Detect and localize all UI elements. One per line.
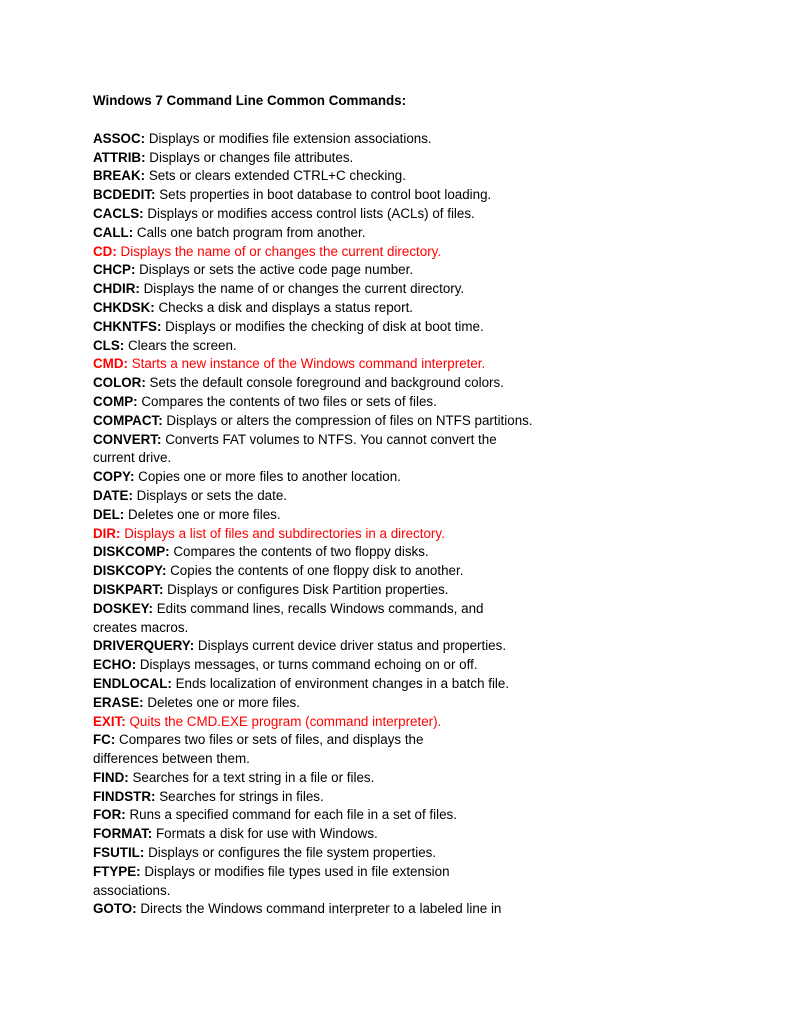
command-name: DRIVERQUERY: [93, 638, 195, 654]
command-description: Edits command lines, recalls Windows commands, and [156, 600, 484, 616]
command-entry [93, 900, 773, 919]
command-entry [93, 487, 773, 506]
command-name: BREAK: [93, 168, 146, 184]
command-entry [93, 355, 773, 374]
command-entry [93, 149, 773, 168]
command-entry [93, 637, 773, 656]
command-description: Copies one or more files to another location. [138, 469, 401, 485]
command-entry-line [93, 205, 773, 224]
command-name: ECHO: [93, 657, 137, 673]
command-name: DISKPART: [93, 581, 164, 597]
command-entry-line [93, 750, 773, 769]
command-entry-line [93, 280, 773, 299]
command-entry [93, 731, 773, 769]
command-name: FORMAT: [93, 826, 153, 842]
command-entry [93, 393, 773, 412]
command-entry [93, 130, 773, 149]
command-list [93, 130, 773, 919]
command-description: Converts FAT volumes to NTFS. You cannot convert the [165, 431, 497, 447]
command-description: Displays the name of or changes the current directory. [120, 243, 442, 259]
command-entry-line [93, 900, 773, 919]
command-entry [93, 863, 773, 901]
command-name: CMD: [93, 356, 128, 372]
document-page [93, 92, 773, 919]
command-entry [93, 337, 773, 356]
command-description: Sets the default console foreground and background colors. [149, 375, 504, 391]
command-entry [93, 656, 773, 675]
command-entry-line [93, 468, 773, 487]
command-entry-line [93, 337, 773, 356]
command-name: BCDEDIT: [93, 187, 156, 203]
command-name: COMPACT: [93, 412, 163, 428]
command-description: Directs the Windows command interpreter to a labeled line in [140, 901, 502, 917]
command-description: associations. [93, 882, 171, 898]
command-description: Clears the screen. [127, 337, 237, 353]
command-name: DATE: [93, 487, 133, 503]
command-description: Runs a specified command for each file in a set of files. [129, 807, 457, 823]
command-entry-line [93, 374, 773, 393]
command-entry-line [93, 731, 773, 750]
command-entry-line [93, 882, 773, 901]
command-name: FINDSTR: [93, 788, 156, 804]
command-description: Deletes one or more files. [127, 506, 281, 522]
command-name: ATTRIB: [93, 149, 146, 165]
command-entry [93, 224, 773, 243]
command-entry-line [93, 261, 773, 280]
command-name: CD: [93, 243, 117, 259]
command-name: ASSOC: [93, 130, 146, 146]
command-entry [93, 261, 773, 280]
command-entry [93, 600, 773, 638]
command-entry-line [93, 637, 773, 656]
command-entry [93, 769, 773, 788]
command-description: Displays or modifies file extension associations. [148, 130, 432, 146]
command-entry [93, 788, 773, 807]
command-name: CHKNTFS: [93, 318, 162, 334]
command-entry-line [93, 581, 773, 600]
command-name: FOR: [93, 807, 126, 823]
command-entry-line [93, 619, 773, 638]
command-entry-line [93, 130, 773, 149]
command-entry [93, 431, 773, 469]
command-name: FTYPE: [93, 863, 141, 879]
command-name: FSUTIL: [93, 845, 145, 861]
command-name: CLS: [93, 337, 125, 353]
command-entry-line [93, 788, 773, 807]
command-entry-line [93, 355, 773, 374]
command-entry [93, 694, 773, 713]
command-description: Calls one batch program from another. [136, 224, 366, 240]
command-name: CHCP: [93, 262, 136, 278]
command-entry [93, 525, 773, 544]
command-name: FC: [93, 732, 116, 748]
command-name: CONVERT: [93, 431, 162, 447]
command-entry-line [93, 506, 773, 525]
command-description: Searches for strings in files. [159, 788, 324, 804]
command-entry [93, 412, 773, 431]
command-name: ENDLOCAL: [93, 675, 172, 691]
command-entry-line [93, 694, 773, 713]
command-description: Sets properties in boot database to control boot loading. [159, 187, 492, 203]
command-entry [93, 506, 773, 525]
command-name: DISKCOPY: [93, 563, 167, 579]
command-description: Displays or alters the compression of files on NTFS partitions. [166, 412, 533, 428]
command-entry [93, 299, 773, 318]
command-entry-line [93, 675, 773, 694]
command-description: Displays current device driver status and properties. [197, 638, 507, 654]
command-entry-line [93, 543, 773, 562]
command-description: Displays the name of or changes the current directory. [143, 281, 465, 297]
command-entry-line [93, 431, 773, 450]
command-description: Displays or modifies access control lists (ACLs) of files. [147, 205, 475, 221]
command-description: Formats a disk for use with Windows. [155, 826, 378, 842]
command-name: DOSKEY: [93, 600, 154, 616]
command-entry-line [93, 769, 773, 788]
command-name: GOTO: [93, 901, 137, 917]
command-entry-line [93, 600, 773, 619]
command-description: differences between them. [93, 751, 250, 767]
command-entry [93, 713, 773, 732]
command-entry [93, 280, 773, 299]
command-name: CALL: [93, 224, 134, 240]
command-description: Displays or sets the date. [136, 487, 288, 503]
command-entry-line [93, 656, 773, 675]
command-description: Quits the CMD.EXE program (command interpreter). [129, 713, 442, 729]
command-entry-line [93, 167, 773, 186]
command-entry-line [93, 318, 773, 337]
command-description: Starts a new instance of the Windows command interpreter. [131, 356, 486, 372]
command-description: Compares two files or sets of files, and displays the [119, 732, 424, 748]
command-entry [93, 581, 773, 600]
command-name: ERASE: [93, 694, 144, 710]
document-title: Windows 7 Command Line Common Commands: [93, 93, 407, 108]
command-entry [93, 675, 773, 694]
command-description: Displays or configures the file system properties. [148, 845, 437, 861]
command-entry [93, 374, 773, 393]
command-entry-line [93, 149, 773, 168]
command-description: Displays or configures Disk Partition properties. [167, 581, 449, 597]
command-entry [93, 318, 773, 337]
command-description: Displays or sets the active code page number. [139, 262, 414, 278]
command-description: Displays messages, or turns command echoing on or off. [139, 657, 478, 673]
command-entry-line [93, 487, 773, 506]
command-entry-line [93, 863, 773, 882]
command-name: COLOR: [93, 375, 146, 391]
command-entry [93, 468, 773, 487]
command-name: DIR: [93, 525, 121, 541]
command-entry [93, 825, 773, 844]
command-entry [93, 205, 773, 224]
command-entry [93, 186, 773, 205]
command-entry-line [93, 224, 773, 243]
command-entry-line [93, 713, 773, 732]
command-description: Displays or modifies file types used in file extension [144, 863, 450, 879]
command-description: Displays or changes file attributes. [149, 149, 354, 165]
command-entry-line [93, 806, 773, 825]
command-entry-line [93, 186, 773, 205]
command-name: COMP: [93, 393, 138, 409]
command-description: Compares the contents of two files or sets of files. [141, 393, 437, 409]
command-name: CHDIR: [93, 281, 140, 297]
command-description: Displays or modifies the checking of disk at boot time. [165, 318, 484, 334]
command-entry-line [93, 412, 773, 431]
command-entry-line [93, 393, 773, 412]
command-entry [93, 243, 773, 262]
command-entry-line [93, 449, 773, 468]
command-name: COPY: [93, 469, 135, 485]
command-entry-line [93, 525, 773, 544]
command-entry [93, 844, 773, 863]
command-description: Displays a list of files and subdirectories in a directory. [124, 525, 445, 541]
command-entry-line [93, 299, 773, 318]
command-description: current drive. [93, 450, 172, 466]
command-description: Searches for a text string in a file or files. [132, 769, 375, 785]
command-entry-line [93, 243, 773, 262]
command-name: CHKDSK: [93, 299, 155, 315]
command-entry-line [93, 562, 773, 581]
command-entry-line [93, 825, 773, 844]
command-entry [93, 543, 773, 562]
command-entry [93, 562, 773, 581]
command-description: Sets or clears extended CTRL+C checking. [148, 168, 406, 184]
command-name: DISKCOMP: [93, 544, 170, 560]
command-name: FIND: [93, 769, 129, 785]
command-name: EXIT: [93, 713, 126, 729]
command-entry-line [93, 844, 773, 863]
command-description: Copies the contents of one floppy disk to another. [170, 563, 464, 579]
command-description: creates macros. [93, 619, 189, 635]
command-description: Ends localization of environment changes in a batch file. [175, 675, 510, 691]
command-name: DEL: [93, 506, 125, 522]
command-name: CACLS: [93, 205, 144, 221]
command-description: Checks a disk and displays a status report. [158, 299, 414, 315]
command-description: Compares the contents of two floppy disks. [173, 544, 429, 560]
command-entry [93, 167, 773, 186]
command-description: Deletes one or more files. [147, 694, 300, 710]
command-entry [93, 806, 773, 825]
